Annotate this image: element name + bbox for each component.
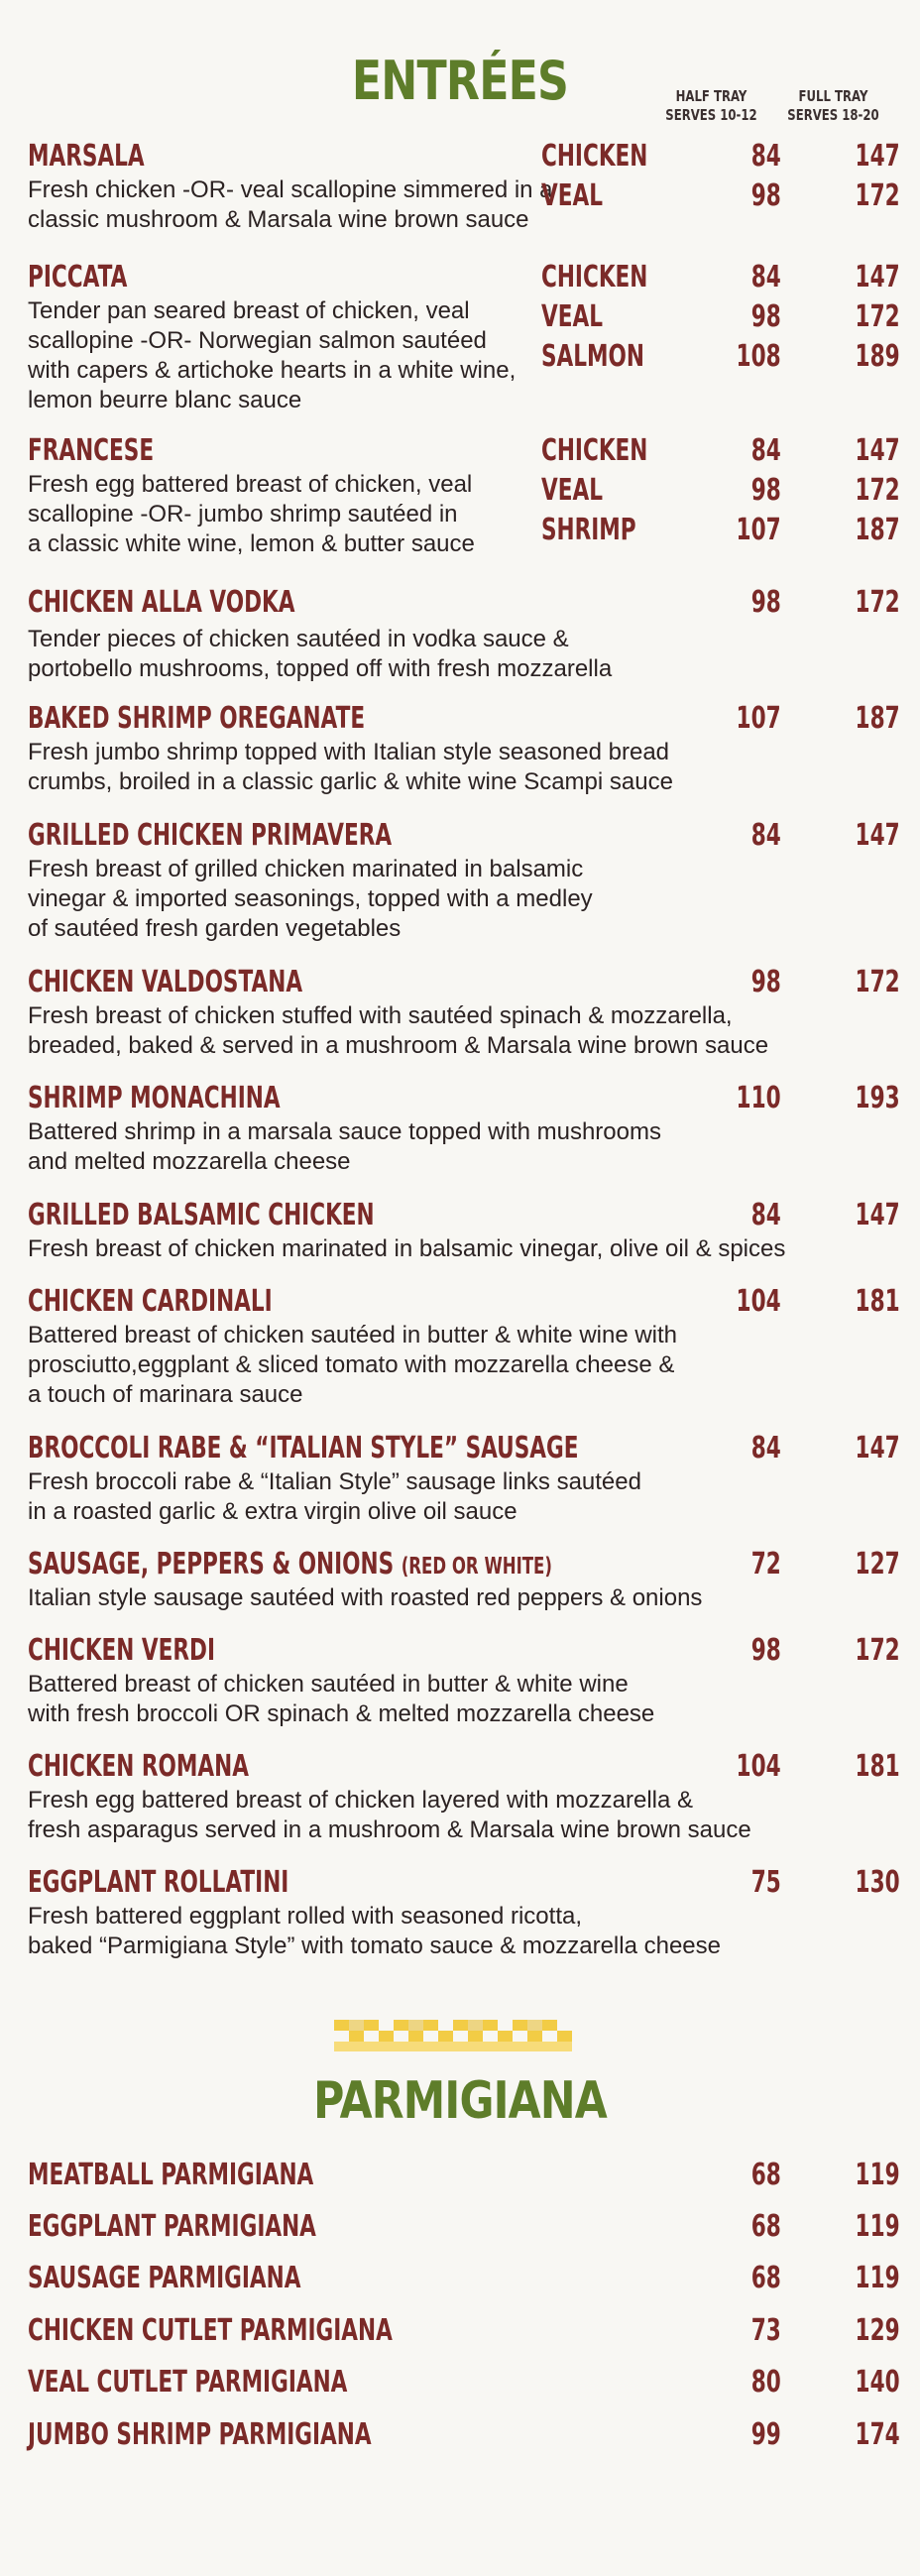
- full-tray-price: 172: [855, 965, 900, 999]
- half-tray-price: 98: [750, 178, 781, 213]
- full-tray-price: 187: [855, 701, 900, 736]
- item-description: Fresh breast of chicken stuffed with sautéed spinach & mozzarella, breaded, baked & served in a mushroom & Marsala wine brown sauce: [28, 1002, 769, 1059]
- item-name: JUMBO SHRIMP PARMIGIANA: [28, 2417, 372, 2452]
- full-tray-price: 193: [855, 1081, 900, 1115]
- half-tray-price: 98: [750, 965, 781, 999]
- full-tray-price: 140: [855, 2365, 900, 2400]
- half-tray-price: 68: [750, 2158, 781, 2192]
- variant-label: CHICKEN: [541, 433, 648, 468]
- half-tray-price: 84: [750, 1198, 781, 1232]
- item-name: CHICKEN ROMANA: [28, 1749, 249, 1784]
- variant-label: CHICKEN: [541, 260, 648, 294]
- item-description: Tender pan seared breast of chicken, veal scallopine -OR- Norwegian salmon sautéed with capers & artichoke hearts in a white wine, lemon beurre blanc sauce: [28, 297, 517, 413]
- half-tray-price: 84: [750, 139, 781, 174]
- half-tray-price: 68: [750, 2209, 781, 2244]
- item-name: SAUSAGE PARMIGIANA: [28, 2261, 301, 2295]
- parmigiana-title: PARMIGIANA: [313, 2071, 607, 2131]
- half-tray-price: 84: [750, 1431, 781, 1465]
- item-name-note: (RED OR WHITE): [401, 1554, 552, 1580]
- full-tray-price: 172: [855, 1633, 900, 1668]
- full-tray-price: 181: [855, 1284, 900, 1319]
- item-name: SHRIMP MONACHINA: [28, 1081, 281, 1115]
- variant-label: SALMON: [541, 339, 644, 374]
- item-name: EGGPLANT PARMIGIANA: [28, 2209, 316, 2244]
- item-description: Fresh broccoli rabe & “Italian Style” sausage links sautéed in a roasted garlic & extra virgin olive oil sauce: [28, 1468, 641, 1525]
- half-tray-price: 80: [750, 2365, 781, 2400]
- item-name: PICCATA: [28, 260, 128, 294]
- item-description: Fresh breast of chicken marinated in balsamic vinegar, olive oil & spices: [28, 1235, 786, 1262]
- full-tray-price: 147: [855, 1198, 900, 1232]
- half-tray-price: 98: [750, 299, 781, 334]
- half-tray-price: 68: [750, 2261, 781, 2295]
- full-tray-price: 181: [855, 1749, 900, 1784]
- full-tray-price: 129: [855, 2313, 900, 2348]
- item-name: BROCCOLI RABE & “ITALIAN STYLE” SAUSAGE: [28, 1431, 579, 1465]
- variant-label: VEAL: [541, 473, 603, 508]
- full-tray-price: 119: [855, 2209, 900, 2244]
- full-tray-price: 147: [855, 433, 900, 468]
- full-tray-price: 147: [855, 1431, 900, 1465]
- item-description: Fresh battered eggplant rolled with seasoned ricotta, baked “Parmigiana Style” with tomato sauce & mozzarella cheese: [28, 1903, 721, 1959]
- half-tray-price: 72: [750, 1547, 781, 1581]
- entrees-title: ENTRÉES: [351, 50, 569, 112]
- half-tray-price: 84: [750, 818, 781, 853]
- full-tray-header: FULL TRAY SERVES 18-20: [787, 87, 879, 124]
- full-tray-price: 187: [855, 513, 900, 547]
- item-name: BAKED SHRIMP OREGANATE: [28, 701, 366, 736]
- half-tray-price: 104: [736, 1749, 781, 1784]
- item-description: Battered breast of chicken sautéed in butter & white wine with prosciutto,eggplant & sliced tomato with mozzarella cheese & a touch of marinara sauce: [28, 1322, 678, 1408]
- half-tray-price: 73: [750, 2313, 781, 2348]
- full-tray-price: 127: [855, 1547, 900, 1581]
- variant-label: SHRIMP: [541, 513, 636, 547]
- half-tray-price: 110: [736, 1081, 781, 1115]
- item-description: Fresh chicken -OR- veal scallopine simmered in a classic mushroom & Marsala wine brown sauce: [28, 176, 553, 233]
- half-tray-price: 107: [736, 513, 781, 547]
- item-name: MEATBALL PARMIGIANA: [28, 2158, 314, 2192]
- half-tray-header: HALF TRAY SERVES 10-12: [665, 87, 757, 124]
- item-name: VEAL CUTLET PARMIGIANA: [28, 2365, 348, 2400]
- half-tray-price: 104: [736, 1284, 781, 1319]
- item-description: Fresh jumbo shrimp topped with Italian style seasoned bread crumbs, broiled in a classic garlic & white wine Scampi sauce: [28, 739, 673, 795]
- item-description: Fresh egg battered breast of chicken, veal scallopine -OR- jumbo shrimp sautéed in a classic white wine, lemon & butter sauce: [28, 471, 475, 557]
- item-name: EGGPLANT ROLLATINI: [28, 1865, 289, 1900]
- full-tray-price: 172: [855, 299, 900, 334]
- full-tray-price: 130: [855, 1865, 900, 1900]
- half-tray-price: 98: [750, 473, 781, 508]
- full-tray-price: 147: [855, 260, 900, 294]
- item-name: MARSALA: [28, 139, 145, 174]
- full-tray-price: 189: [855, 339, 900, 374]
- half-tray-price: 84: [750, 260, 781, 294]
- full-tray-price: 174: [855, 2417, 900, 2452]
- half-tray-price: 99: [750, 2417, 781, 2452]
- item-name: CHICKEN VALDOSTANA: [28, 965, 303, 999]
- item-description: Italian style sausage sautéed with roasted red peppers & onions: [28, 1584, 703, 1611]
- item-description: Tender pieces of chicken sautéed in vodka sauce & portobello mushrooms, topped off with fresh mozzarella: [28, 626, 613, 682]
- item-description: Fresh breast of grilled chicken marinated in balsamic vinegar & imported seasonings, topped with a medley of sautéed fresh garden vegetables: [28, 856, 593, 942]
- item-name: SAUSAGE, PEPPERS & ONIONS (RED OR WHITE): [28, 1547, 552, 1581]
- item-description: Battered breast of chicken sautéed in butter & white wine with fresh broccoli OR spinach & melted mozzarella cheese: [28, 1671, 655, 1727]
- item-description: Battered shrimp in a marsala sauce topped with mushrooms and melted mozzarella cheese: [28, 1118, 661, 1175]
- half-tray-price: 75: [750, 1865, 781, 1900]
- full-tray-price: 172: [855, 473, 900, 508]
- variant-label: VEAL: [541, 178, 603, 213]
- variant-label: VEAL: [541, 299, 603, 334]
- full-tray-price: 172: [855, 178, 900, 213]
- variant-label: CHICKEN: [541, 139, 648, 174]
- full-tray-price: 172: [855, 585, 900, 620]
- item-name: CHICKEN ALLA VODKA: [28, 585, 295, 620]
- half-tray-price: 98: [750, 1633, 781, 1668]
- half-tray-price: 107: [736, 701, 781, 736]
- half-tray-price: 108: [736, 339, 781, 374]
- full-tray-price: 147: [855, 139, 900, 174]
- item-name: CHICKEN CUTLET PARMIGIANA: [28, 2313, 393, 2348]
- half-tray-price: 84: [750, 433, 781, 468]
- full-tray-price: 147: [855, 818, 900, 853]
- item-name: CHICKEN VERDI: [28, 1633, 215, 1668]
- full-tray-price: 119: [855, 2261, 900, 2295]
- item-name: CHICKEN CARDINALI: [28, 1284, 273, 1319]
- half-tray-price: 98: [750, 585, 781, 620]
- item-name: FRANCESE: [28, 433, 155, 468]
- item-name: GRILLED CHICKEN PRIMAVERA: [28, 818, 393, 853]
- full-tray-price: 119: [855, 2158, 900, 2192]
- item-name: GRILLED BALSAMIC CHICKEN: [28, 1198, 375, 1232]
- item-description: Fresh egg battered breast of chicken layered with mozzarella & fresh asparagus served in a mushroom & Marsala wine brown sauce: [28, 1787, 751, 1843]
- checkered-tablecloth-icon: [334, 2020, 572, 2053]
